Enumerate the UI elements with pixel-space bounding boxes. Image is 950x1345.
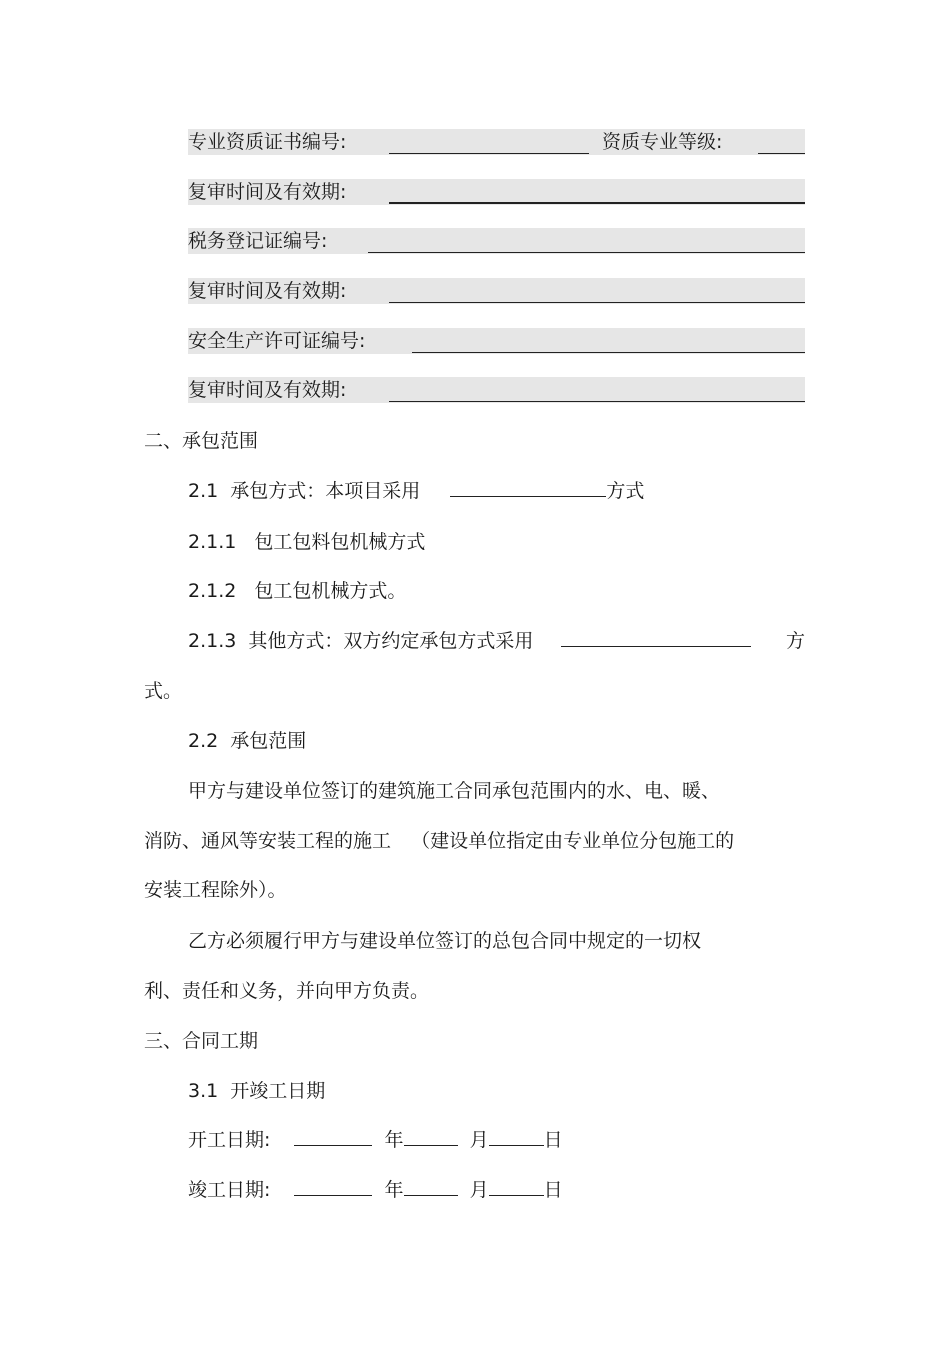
end-month-unit: 月	[469, 1179, 489, 1201]
start-day-unit: 日	[543, 1129, 563, 1151]
start-month-unit: 月	[469, 1129, 489, 1151]
end-month-blank[interactable]	[404, 1176, 458, 1196]
end-year-unit: 年	[384, 1179, 404, 1201]
clause-2-2-text: 承包范围	[230, 730, 307, 752]
clause-2-1-1-number: 2.1.1	[188, 531, 237, 553]
paragraph-scope-line2	[144, 826, 734, 856]
field-safety-no-row	[188, 328, 805, 354]
section2-heading: 二、承包范围	[144, 430, 259, 452]
review3-blank[interactable]	[389, 401, 805, 402]
clause-2-1-2-number: 2.1.2	[188, 580, 237, 602]
cert-no-blank[interactable]	[389, 153, 589, 154]
clause-3-1	[188, 1076, 325, 1106]
review3-label: 复审时间及有效期:	[188, 379, 347, 401]
field-review3-row	[188, 377, 805, 403]
clause-2-1-2	[188, 576, 406, 606]
clause-2-2	[188, 726, 306, 756]
section3-heading: 三、合同工期	[144, 1030, 259, 1052]
other-method-blank[interactable]	[561, 627, 751, 647]
clause-3-1-text: 开竣工日期	[230, 1080, 326, 1102]
start-year-blank[interactable]	[294, 1126, 372, 1146]
clause-2-1-number: 2.1	[188, 480, 219, 502]
review2-blank[interactable]	[389, 302, 805, 303]
clause-2-1-3	[188, 626, 751, 656]
start-date-label: 开工日期:	[188, 1129, 271, 1151]
end-date-label: 竣工日期:	[188, 1179, 271, 1201]
end-day-unit: 日	[543, 1179, 563, 1201]
field-review1-row	[188, 179, 805, 205]
clause-2-2-number: 2.2	[188, 730, 219, 752]
review1-blank[interactable]	[389, 202, 805, 204]
paragraph-scope-line2a: 消防、通风等安装工程的施工	[144, 830, 392, 852]
field-tax-no-row	[188, 228, 805, 254]
paragraph-scope-line3: 安装工程除外）。	[144, 879, 287, 901]
end-day-blank[interactable]	[489, 1176, 544, 1196]
paragraph-scope-line2b: （建设单位指定由专业单位分包施工的	[411, 830, 735, 852]
clause-2-1-text: 承包方式：本项目采用	[230, 480, 421, 502]
review2-label: 复审时间及有效期:	[188, 280, 347, 302]
contract-method-blank[interactable]	[450, 477, 606, 497]
clause-2-1-1	[188, 527, 425, 557]
safety-no-blank[interactable]	[412, 352, 805, 353]
grade-label: 资质专业等级:	[602, 131, 723, 153]
paragraph-scope-line1: 甲方与建设单位签订的建筑施工合同承包范围内的水、电、暖、	[188, 780, 721, 802]
paragraph-obligation-line2: 利、责任和义务，并向甲方负责。	[144, 980, 430, 1002]
end-date-row	[188, 1175, 563, 1205]
clause-3-1-number: 3.1	[188, 1080, 219, 1102]
clause-2-1-3-text: 其他方式：双方约定承包方式采用	[248, 630, 534, 652]
grade-blank[interactable]	[758, 153, 805, 154]
cert-no-label: 专业资质证书编号:	[188, 131, 347, 153]
start-month-blank[interactable]	[404, 1126, 458, 1146]
clause-2-1-suffix: 方式	[606, 480, 645, 502]
end-year-blank[interactable]	[294, 1176, 372, 1196]
clause-2-1-2-text: 包工包机械方式。	[254, 580, 407, 602]
clause-2-1-1-text: 包工包料包机械方式	[254, 531, 426, 553]
clause-2-1-3-number: 2.1.3	[188, 630, 237, 652]
safety-no-label: 安全生产许可证编号:	[188, 330, 366, 352]
clause-2-1	[188, 476, 644, 506]
clause-2-1-3-tail: 方	[786, 630, 806, 652]
start-year-unit: 年	[384, 1129, 404, 1151]
review1-label: 复审时间及有效期:	[188, 181, 347, 203]
start-date-row	[188, 1125, 563, 1155]
tax-no-label: 税务登记证编号:	[188, 230, 328, 252]
tax-no-blank[interactable]	[368, 252, 805, 253]
clause-2-1-3-continued: 式。	[144, 680, 183, 702]
paragraph-obligation-line1: 乙方必须履行甲方与建设单位签订的总包合同中规定的一切权	[188, 930, 702, 952]
start-day-blank[interactable]	[489, 1126, 544, 1146]
field-cert-no-row	[188, 129, 805, 155]
field-review2-row	[188, 278, 805, 304]
